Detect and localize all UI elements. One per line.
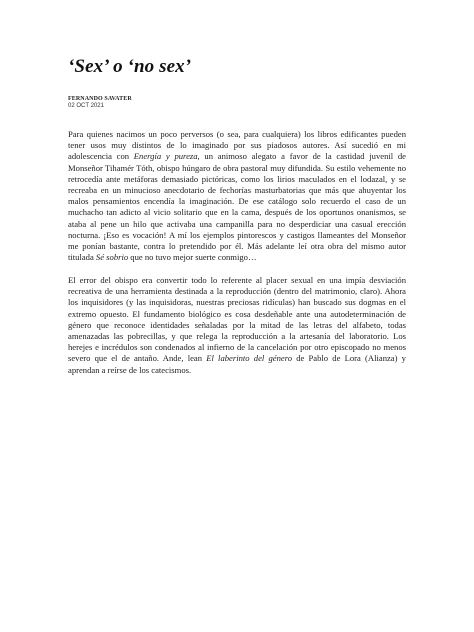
article-body: [68, 129, 406, 387]
article-title: ‘Sex’ o ‘no sex’: [68, 56, 192, 77]
paragraph-2-text-1: El error del obispo era convertir todo lo referente al placer sexual en una impía desviación recreativa de una herramienta destinada a la reproducción (dentro del matrimonio, claro). Ahora los inquisidores (y las inquisidoras, nuestras preciosas ridículas) han buscado sus dogmas en el extremo opuesto. El fundamento biológico es cosa desdeñable ante una autodeterminación de género que reconoce identidades señaladas por la mitad de las letras del alfabeto, todas amenazadas las pobrecillas, y que relega la reproducción a la artesanía del laboratorio. Los herejes e incrédulos son condenados al infierno de la cancelación por otro episcopado no menos severo que el de antaño. Ande, lean: [68, 274, 406, 364]
article-author: FERNANDO SAVATER: [68, 96, 132, 102]
book-title-energia-y-pureza: Energía y pureza: [133, 151, 198, 162]
paragraph-2: [68, 275, 406, 376]
paragraph-1-text-1: Para quienes nacimos un poco perversos (o sea, para cualquiera) los libros edificantes pueden tener usos muy distintos de lo imaginado por sus piadosos autores. Así sucedió en mi adolescencia con: [68, 129, 406, 162]
paragraph-1-text-2: , un animoso alegato a favor de la castidad juvenil de Monseñor Tihamér Tóth, obispo húngaro de obra pastoral muy difundida. Su estilo vehemente no retrocedía ante metáforas demasiado pictóricas, como los lirios maculados en el lodazal, y se recreaba en un minucioso anecdotario de fechorías masturbatorias que más que ahuyentar los malos pensamientos encendía la imaginación. De ese catálogo solo recuerdo el caso de un muchacho tan adicto al vicio solitario que en la cama, después de los oportunos onanismos, se ataba al pene un hilo que activaba una campanilla para no desperdiciar una casual erección nocturna. ¡Eso es vocación! A mí los ejemplos pintorescos y castigos llameantes del Monseñor me ponían bastante, contra lo pretendido por él. Más adelante leí otra obra del mismo autor titulada: [68, 151, 406, 263]
paragraph-1: [68, 129, 406, 263]
article-date: 02 OCT 2021: [68, 103, 104, 109]
paragraph-2-text-2: de Pablo de Lora (Alianza) y aprendan a reírse de los catecismos.: [68, 353, 406, 375]
book-title-se-sobrio: Sé sobrio: [95, 252, 129, 263]
book-title-el-laberinto-del-genero: El laberinto del género: [206, 353, 293, 364]
paragraph-1-text-3: que no tuvo mejor suerte conmigo…: [128, 252, 257, 263]
